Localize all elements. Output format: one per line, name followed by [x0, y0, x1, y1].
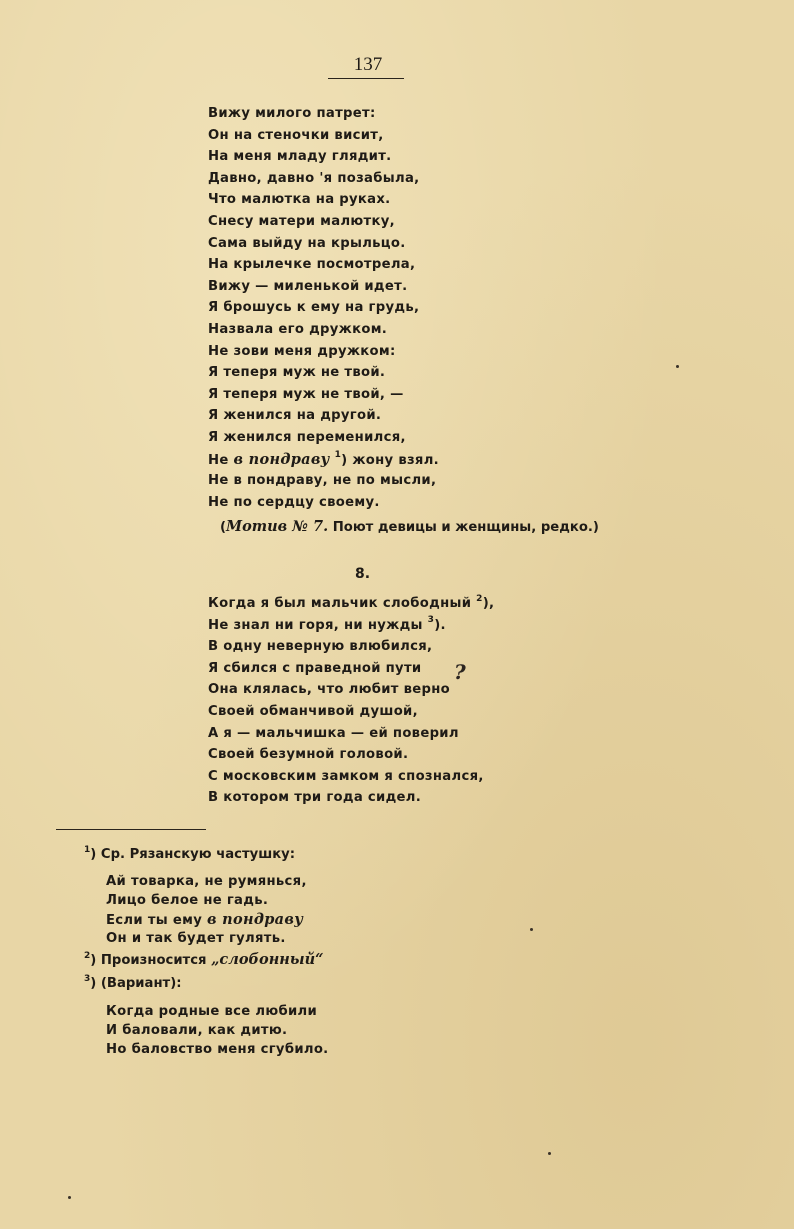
- paper-speck: [676, 365, 679, 368]
- poem-line: Я брошусь к ему на грудь,: [208, 300, 420, 316]
- footnote-intro: (Вариант):: [100, 976, 182, 991]
- motive-label: Мотив № 7.: [226, 518, 329, 535]
- poem-line: Что малютка на руках.: [208, 192, 391, 208]
- poem-line: Она клялась, что любит верно: [208, 682, 451, 698]
- line-text: Если ты ему: [106, 913, 207, 928]
- footnote-mark: 3: [84, 973, 91, 984]
- footnote-3: $^3$) (Вариант):: [84, 973, 182, 991]
- pencil-question-mark: ?: [454, 660, 466, 684]
- footnote-line: Но баловство меня сгубило.: [106, 1042, 329, 1057]
- footnote-mark: 1: [84, 844, 91, 855]
- line-text: ),: [482, 596, 495, 611]
- poem-line: Не в пондраву, не по мысли,: [208, 473, 437, 489]
- poem-line-with-footnote: [208, 615, 494, 637]
- motive-text: Поют девицы и женщины, редко.): [328, 520, 599, 535]
- footnote-line: Когда родные все любили: [106, 1004, 318, 1019]
- poem-line-with-footnote: [208, 449, 439, 471]
- poem-line: Своей обманчивой душой,: [208, 703, 418, 719]
- page-number: 137: [353, 54, 383, 75]
- footnote-line: И баловали, как дитю.: [106, 1023, 288, 1038]
- line-text: Когда я был мальчик слободный: [208, 596, 477, 611]
- footnote-line: [106, 910, 307, 929]
- poem-line: Сама выйду на крыльцо.: [208, 235, 406, 251]
- section-number: 8.: [355, 566, 371, 582]
- poem-line: Я теперя муж не твой, —: [208, 386, 404, 402]
- poem-line: Своей безумной головой.: [208, 747, 409, 763]
- footnote-1: $^1$) Ср. Рязанскую частушку:: [84, 844, 296, 862]
- poem-line: С московским замком я спознался,: [208, 768, 484, 784]
- line-text: ) жону взял.: [341, 452, 439, 468]
- emphasis-text: „слобонный“: [211, 951, 324, 968]
- poem-line: Не зови меня дружком:: [208, 343, 396, 359]
- poem-line: В котором три года сидел.: [208, 790, 422, 806]
- motive-open-paren: (: [220, 520, 227, 535]
- page-number-rule: [328, 78, 404, 79]
- footnote-text: Произносится: [100, 953, 212, 968]
- poem-line: А я — мальчишка — ей поверил: [208, 725, 459, 741]
- paper-speck: [548, 1152, 551, 1155]
- paper-speck: [530, 928, 533, 931]
- footnote-1-verse: [106, 872, 307, 948]
- poem-line: Вижу милого патрет:: [208, 106, 376, 121]
- footnote-intro: Ср. Рязанскую частушку:: [100, 847, 296, 862]
- footnote-3-verse: [106, 1002, 329, 1059]
- poem-line: Назвала его дружком.: [208, 321, 388, 337]
- poem-line: Я сбился с праведной пути: [208, 660, 422, 676]
- poem-line: Я женился на другой.: [208, 408, 382, 424]
- poem-line: Не по сердцу своему.: [208, 494, 380, 510]
- footnote-line: Лицо белое не гадь.: [106, 893, 269, 908]
- poem-line-with-footnote: [208, 593, 494, 615]
- poem-line: Давно, давно 'я позабыла,: [208, 170, 420, 186]
- footnote-line: Ай товарка, не румянься,: [106, 874, 307, 889]
- footnote-line: Он и так будет гулять.: [106, 931, 286, 946]
- poem-line: На меня младу глядит.: [208, 149, 392, 165]
- poem-line: Вижу — миленькой идет.: [208, 278, 408, 294]
- poem-line: В одну неверную влюбился,: [208, 639, 433, 655]
- footnote-ref: 2: [476, 593, 483, 604]
- footnote-mark: 2: [84, 950, 91, 961]
- emphasis-text: в пондраву: [233, 450, 330, 468]
- footnote-rule: [56, 829, 206, 830]
- footnote-2: $^2$) Произносится „слобонный“: [84, 950, 324, 968]
- poem-line: Снесу матери малютку,: [208, 213, 395, 229]
- poem-line: Он на стеночки висит,: [208, 127, 384, 143]
- poem-line: На крылечке посмотрела,: [208, 257, 416, 273]
- emphasis-text: в пондраву: [207, 911, 304, 928]
- line-text: ).: [434, 617, 446, 633]
- line-text: Не знал ни горя, ни нужды: [208, 617, 428, 633]
- poem-top: [208, 103, 439, 513]
- line-text: Не: [208, 452, 234, 468]
- poem-line: Я теперя муж не твой.: [208, 365, 386, 381]
- paper-speck: [68, 1196, 71, 1199]
- poem-line: Я женился переменился,: [208, 429, 406, 445]
- motive-note: [220, 518, 599, 535]
- poem-section-8: [208, 593, 494, 809]
- footnote-ref: 1: [334, 450, 342, 461]
- footnote-ref: 3: [427, 615, 435, 626]
